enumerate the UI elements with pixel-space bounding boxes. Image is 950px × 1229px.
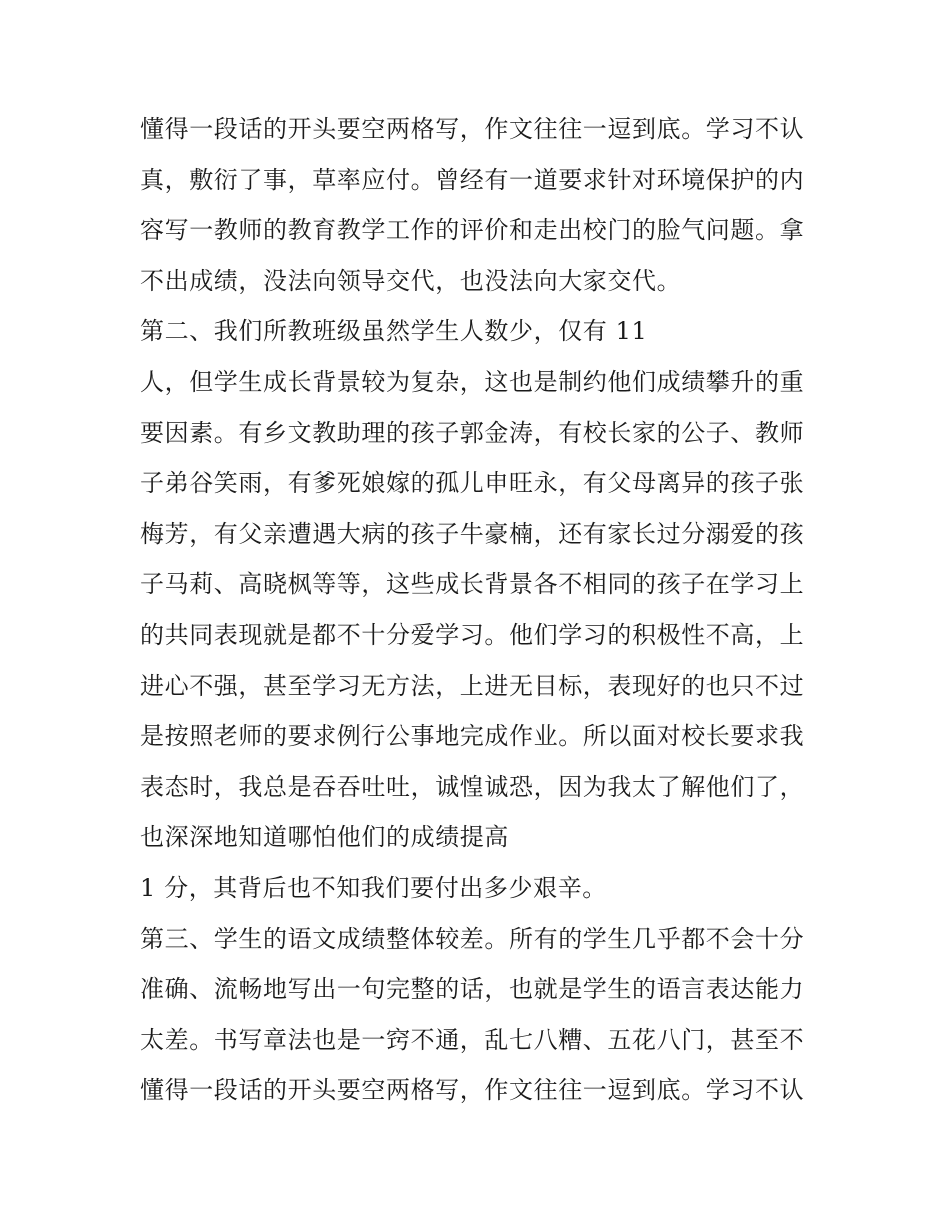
text-line: 人，但学生成长背景较为复杂，这也是制约他们成绩攀升的重 xyxy=(140,367,805,396)
text-line: 容写一教师的教育教学工作的评价和走出校门的脸气问题。拿 xyxy=(140,216,805,245)
text-line: 进心不强，甚至学习无方法，上进无目标，表现好的也只不过 xyxy=(140,671,805,700)
text-line: 表态时，我总是吞吞吐吐，诚惶诚恐，因为我太了解他们了， xyxy=(140,772,805,801)
text-line: 准确、流畅地写出一句完整的话，也就是学生的语言表达能力 xyxy=(140,975,805,1004)
text-line: 懂得一段话的开头要空两格写，作文往往一逗到底。学习不认 xyxy=(140,115,805,143)
body-text xyxy=(140,104,820,1116)
text-line: 第二、我们所教班级虽然学生人数少，仅有 11 xyxy=(140,317,648,346)
text-line: 子马莉、高晓枫等等，这些成长背景各不相同的孩子在学习上 xyxy=(140,570,805,599)
text-line: 梅芳，有父亲遭遇大病的孩子牛豪楠，还有家长过分溺爱的孩 xyxy=(140,519,805,548)
text-line: 真，敷衍了事，草率应付。曾经有一道要求针对环境保护的内 xyxy=(140,165,805,194)
text-line: 太差。书写章法也是一窍不通，乱七八糟、五花八门，甚至不 xyxy=(140,1025,805,1054)
text-line: 是按照老师的要求例行公事地完成作业。所以面对校长要求我 xyxy=(140,722,805,751)
text-line: 懂得一段话的开头要空两格写，作文往往一逗到底。学习不认 xyxy=(140,1076,805,1105)
text-line: 不出成绩，没法向领导交代，也没法向大家交代。 xyxy=(140,266,682,295)
text-line: 也深深地知道哪怕他们的成绩提高 xyxy=(140,823,509,852)
text-line: 1 分，其背后也不知我们要付出多少艰辛。 xyxy=(140,873,607,902)
text-line: 子弟谷笑雨，有爹死娘嫁的孤儿申旺永，有父母离异的孩子张 xyxy=(140,469,805,498)
text-line: 要因素。有乡文教助理的孩子郭金涛，有校长家的公子、教师 xyxy=(140,418,805,447)
text-line: 的共同表现就是都不十分爱学习。他们学习的积极性不高，上 xyxy=(140,620,805,649)
text-line: 第三、学生的语文成绩整体较差。所有的学生几乎都不会十分 xyxy=(140,924,805,953)
